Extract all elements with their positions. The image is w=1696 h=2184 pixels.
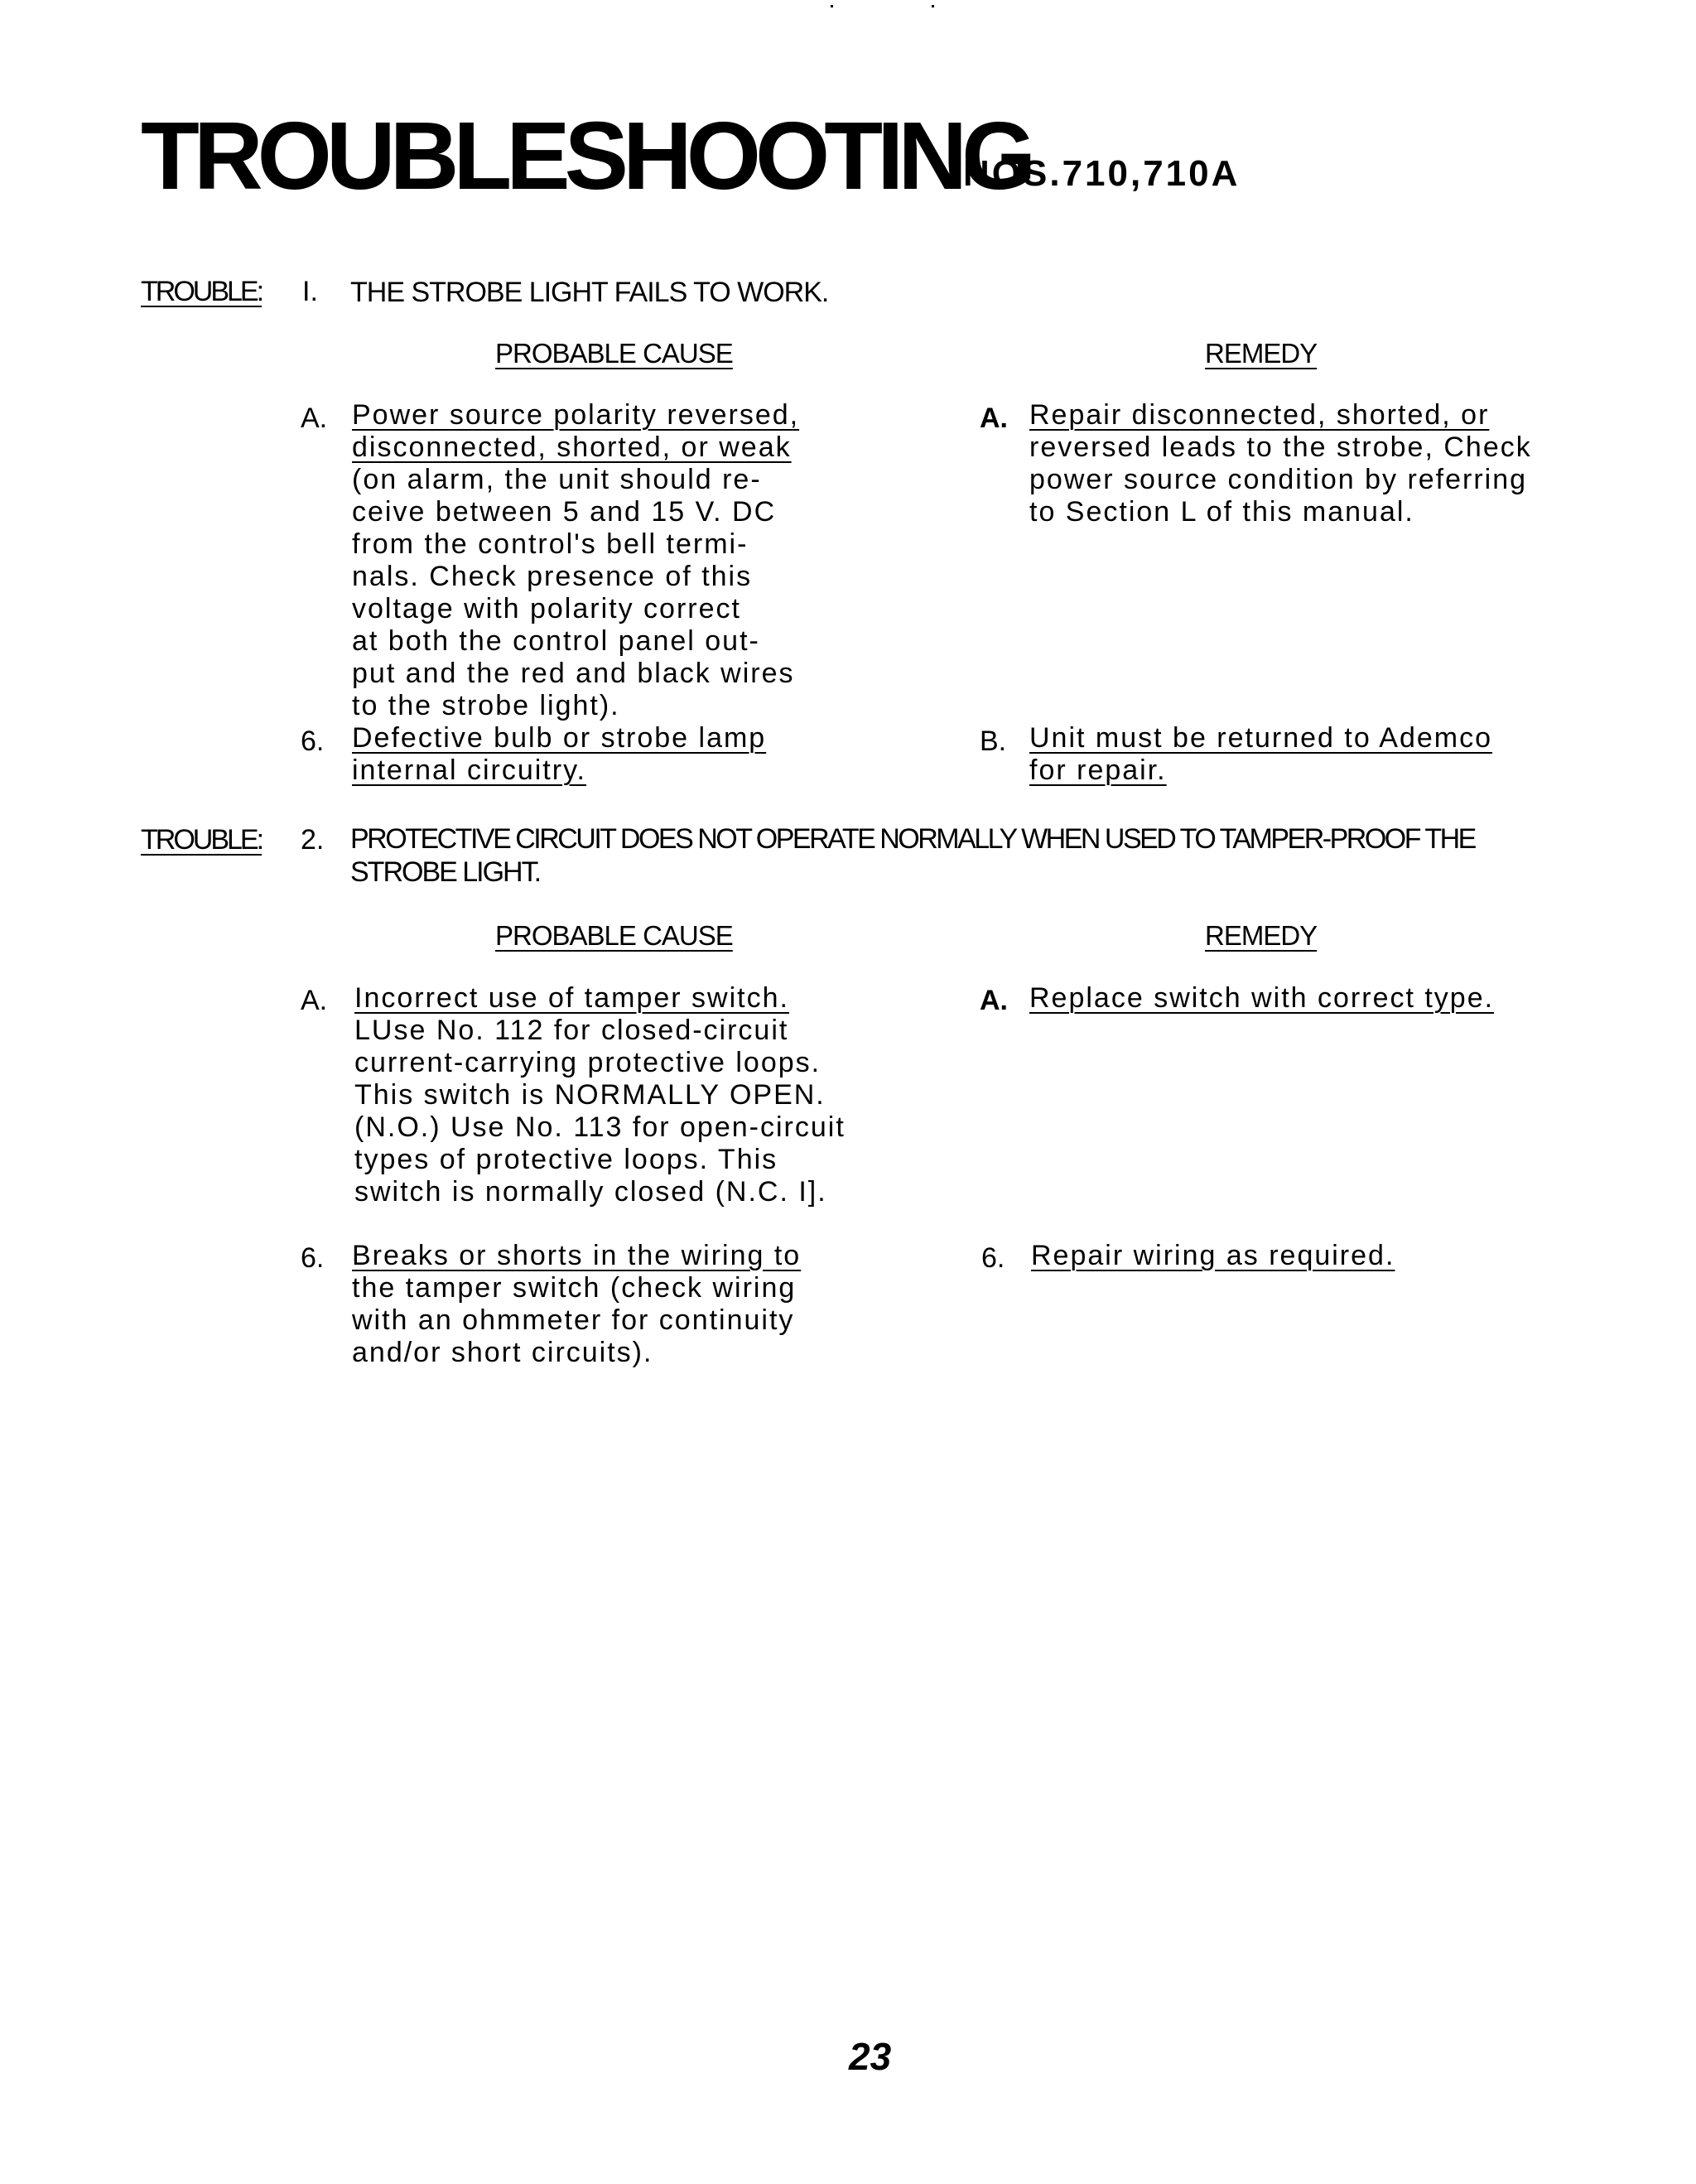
remedy-marker: B. xyxy=(980,726,1007,757)
cause-line: put and the red and black wires xyxy=(352,658,795,689)
remedy-line: for repair. xyxy=(1029,755,1167,786)
cause-line: Breaks or shorts in the wiring to xyxy=(352,1240,802,1271)
page-subtitle: NOS.710,710A xyxy=(963,153,1241,194)
cause-line: the tamper switch (check wiring xyxy=(352,1272,797,1304)
cause-line: voltage with polarity correct xyxy=(352,593,741,624)
cause-line: (N.O.) Use No. 113 for open-circuit xyxy=(354,1111,846,1143)
cause-line: (on alarm, the unit should re- xyxy=(352,464,762,495)
remedy-marker: 6. xyxy=(981,1242,1005,1274)
trouble-2-remedy-header: REMEDY xyxy=(1205,920,1318,951)
cause-line: current-carrying protective loops. xyxy=(354,1047,822,1078)
cause-line: nals. Check presence of this xyxy=(352,561,753,592)
cause-line: with an ohmmeter for continuity xyxy=(352,1304,795,1336)
trouble-1-number: I. xyxy=(302,276,318,307)
cause-line: types of protective loops. This xyxy=(354,1144,778,1175)
cause-line: This switch is NORMALLY OPEN. xyxy=(354,1079,826,1111)
cause-line: ceive between 5 and 15 V. DC xyxy=(352,496,777,528)
cause-line: and/or short circuits). xyxy=(352,1337,653,1368)
page-number: 23 xyxy=(849,2035,892,2078)
remedy-line: reversed leads to the strobe, Check xyxy=(1029,431,1532,463)
cause-marker: A. xyxy=(301,985,328,1016)
remedy-line: Replace switch with correct type. xyxy=(1029,982,1495,1014)
speck xyxy=(932,5,934,7)
remedy-line: to Section L of this manual. xyxy=(1029,496,1414,528)
trouble-2-heading-line: STROBE LIGHT. xyxy=(350,856,541,888)
remedy-line: power source condition by referring xyxy=(1029,464,1528,495)
cause-line: Power source polarity reversed, xyxy=(352,399,800,431)
remedy-line: Repair disconnected, shorted, or xyxy=(1029,399,1490,431)
remedy-text xyxy=(1031,1240,1395,1272)
cause-line: Incorrect use of tamper switch. xyxy=(354,982,789,1014)
trouble-2-number: 2. xyxy=(301,824,325,856)
speck xyxy=(831,5,833,7)
trouble-1-cause-header: PROBABLE CAUSE xyxy=(495,338,733,369)
remedy-text xyxy=(1029,722,1492,787)
cause-text xyxy=(352,722,766,787)
cause-line: Defective bulb or strobe lamp xyxy=(352,722,767,754)
trouble-2-cause-header: PROBABLE CAUSE xyxy=(495,920,733,951)
trouble-1-remedy-header: REMEDY xyxy=(1205,338,1318,369)
trouble-2-heading-line: PROTECTIVE CIRCUIT DOES NOT OPERATE NORMALLY WHEN USED TO TAMPER-PROOF THE xyxy=(350,823,1475,855)
trouble-2-label: TROUBLE: xyxy=(141,824,263,856)
trouble-1-heading: THE STROBE LIGHT FAILS TO WORK. xyxy=(350,277,829,308)
page-title: TROUBLESHOOTING xyxy=(141,102,1031,210)
remedy-line: Repair wiring as required. xyxy=(1031,1240,1395,1271)
cause-line: to the strobe light). xyxy=(352,690,620,721)
cause-text xyxy=(352,1240,801,1369)
cause-marker: 6. xyxy=(301,1242,325,1274)
remedy-marker: A. xyxy=(980,985,1008,1016)
cause-text xyxy=(352,399,799,722)
cause-line: LUse No. 112 for closed-circuit xyxy=(354,1015,789,1046)
trouble-1-label: TROUBLE: xyxy=(141,276,263,307)
cause-line: at both the control panel out- xyxy=(352,625,760,657)
trouble-2-heading xyxy=(350,822,1475,889)
cause-line: from the control's bell termi- xyxy=(352,528,749,560)
cause-marker: 6. xyxy=(301,726,325,757)
remedy-line: Unit must be returned to Ademco xyxy=(1029,722,1493,754)
cause-marker: A. xyxy=(301,403,328,434)
cause-line: switch is normally closed (N.C. I]. xyxy=(354,1176,827,1208)
remedy-marker: A. xyxy=(980,403,1008,434)
remedy-text xyxy=(1029,399,1532,528)
cause-line: internal circuitry. xyxy=(352,755,586,786)
cause-line: disconnected, shorted, or weak xyxy=(352,431,792,463)
remedy-text xyxy=(1029,982,1494,1015)
cause-text xyxy=(354,982,846,1208)
